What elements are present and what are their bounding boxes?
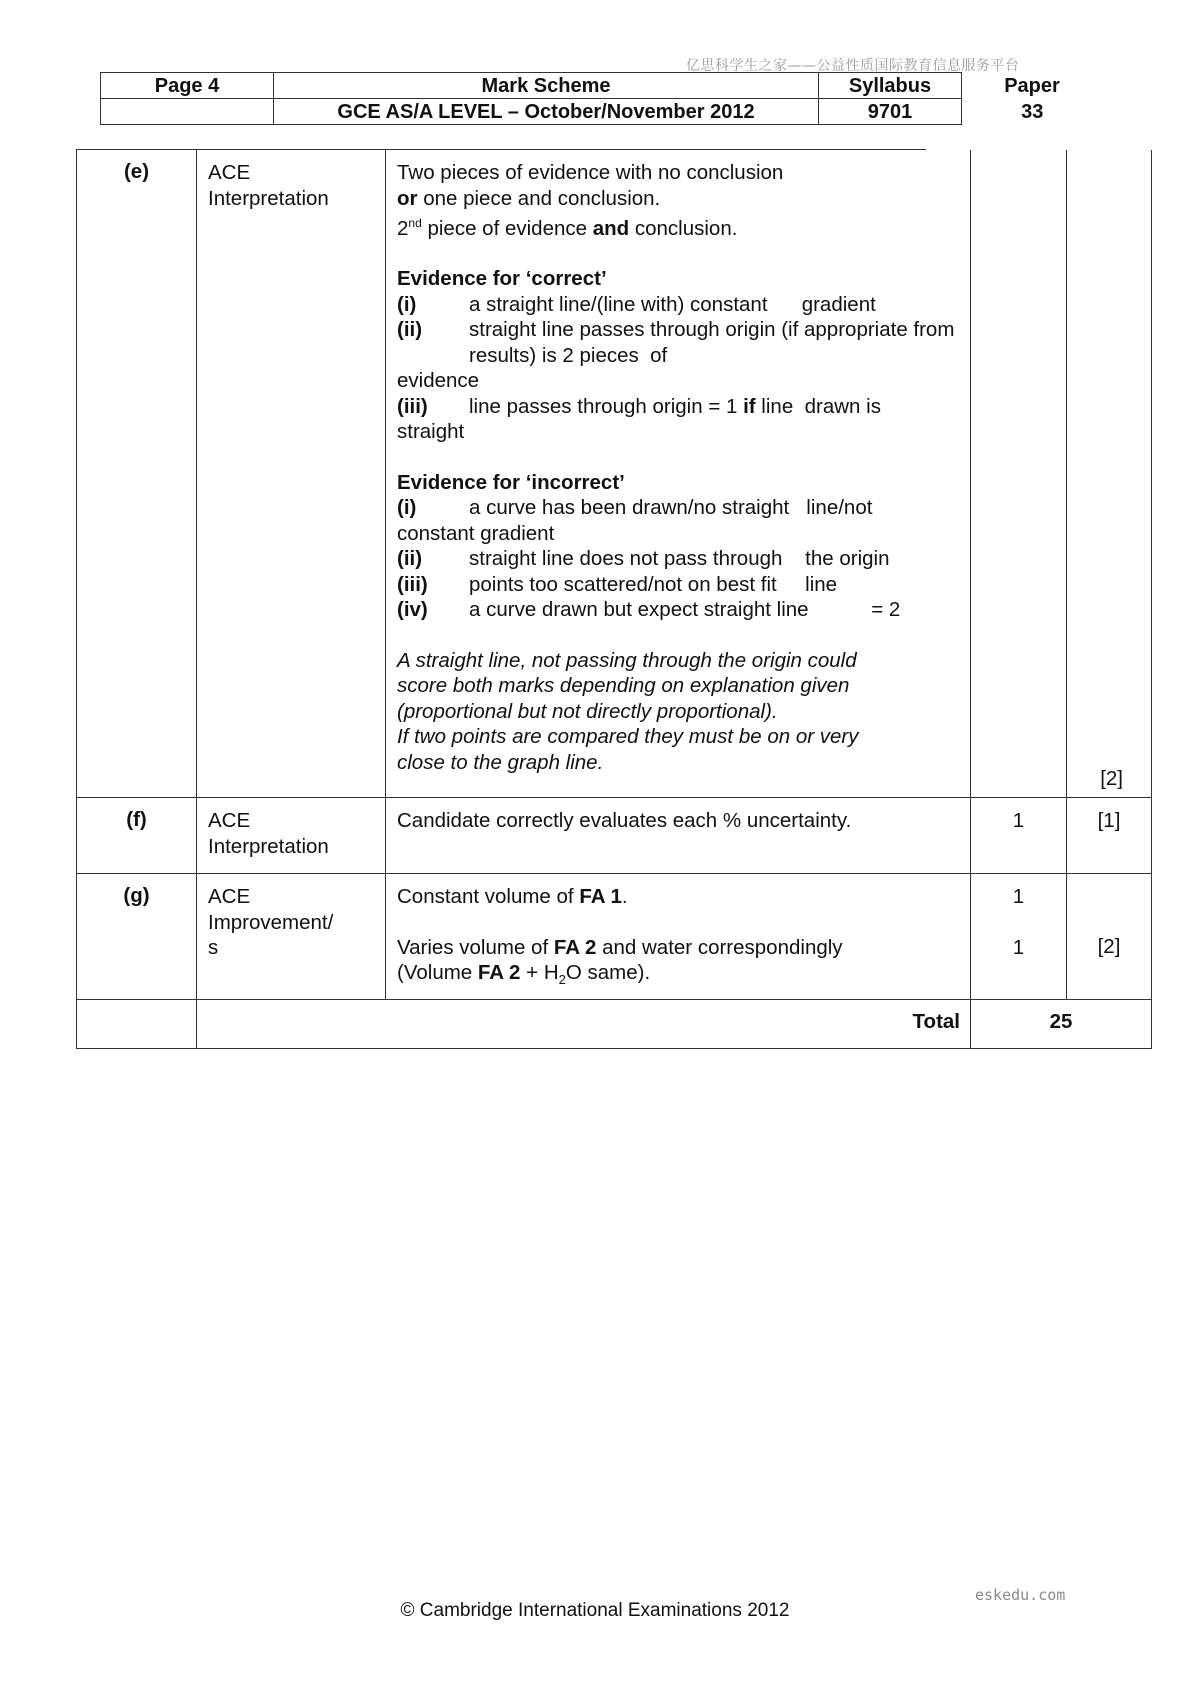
skill-line: Interpretation — [208, 834, 329, 858]
answer-cell — [386, 874, 971, 1000]
header-exam: GCE AS/A LEVEL – October/November 2012 — [274, 99, 819, 125]
answer-cell: Candidate correctly evaluates each % uncertainty. — [386, 798, 971, 874]
skill-line: ACE — [208, 809, 251, 832]
evidence-item: (ii) straight line passes through origin (if appropriate from results) is 2 pieces of — [397, 318, 961, 367]
answer-line: constant gradient — [397, 521, 555, 545]
answer-line: Two pieces of evidence with no conclusion — [397, 161, 784, 184]
row-total: [2] — [1100, 766, 1123, 790]
evidence-item: (iii) points too scattered/not on best fit line — [397, 572, 838, 596]
answer-line: straight — [397, 420, 465, 444]
watermark-top: 亿思科学生之家——公益性质国际教育信息服务平台 — [686, 58, 1020, 74]
table-row-f — [77, 798, 1152, 874]
total-label: Total — [197, 1000, 971, 1049]
skill-cell — [197, 150, 386, 798]
row-total: [2] — [1097, 935, 1121, 958]
table-row-total — [77, 1000, 1152, 1049]
skill-line: ACE — [208, 885, 251, 908]
part-label: (g) — [77, 874, 197, 1000]
answer-line: (Volume FA $2 + H_2O$ same). — [397, 961, 651, 988]
header-table — [100, 72, 1103, 125]
skill-line: ACE — [208, 161, 251, 184]
answer-line: evidence — [397, 369, 480, 393]
total-value: 25 — [971, 1000, 1152, 1049]
answer-line: Constant volume of FA 1. — [397, 885, 628, 908]
header-mark-scheme: Mark Scheme — [274, 73, 819, 99]
skill-line: s — [208, 936, 219, 959]
table-row-g — [77, 874, 1152, 1000]
header-blank — [101, 99, 274, 125]
answer-line: or one piece and conclusion. — [397, 186, 661, 210]
header-paper-label: Paper — [1004, 74, 1060, 97]
evidence-item: (iv) a curve drawn but expect straight line = 2 — [397, 598, 901, 622]
table-row-e — [77, 150, 1152, 798]
correct-heading: Evidence for ‘correct’ — [397, 267, 607, 291]
evidence-item: (ii) straight line does not pass through the origin — [397, 547, 890, 571]
skill-cell — [197, 874, 386, 1000]
total-cell — [1067, 874, 1152, 1000]
mark-cell: 1 — [971, 798, 1067, 874]
answer-line: 2nd piece of evidence and conclusion. — [397, 216, 738, 240]
mark-value: 1 — [1012, 885, 1025, 908]
watermark-bottom: eskedu.com — [975, 1586, 1066, 1604]
evidence-item: (i) a straight line/(line with) constant gradient — [397, 292, 876, 316]
note-line: A straight line, not passing through the origin could — [397, 648, 857, 672]
evidence-item: (iii) line passes through origin = 1 if line drawn is — [397, 394, 881, 418]
note-line: score both marks depending on explanation given — [397, 674, 850, 698]
mark-cell — [971, 874, 1067, 1000]
part-label: (f) — [77, 798, 197, 874]
answer-cell — [386, 150, 971, 798]
skill-cell — [197, 798, 386, 874]
total-blank — [77, 1000, 197, 1049]
total-cell: [1] — [1067, 798, 1152, 874]
header-syllabus: 9701 — [819, 99, 962, 125]
note-line: (proportional but not directly proportional). — [397, 699, 778, 723]
mark-scheme-table — [76, 150, 1152, 1049]
header-page: Page 4 — [101, 73, 274, 99]
header-paper: 33 — [1021, 100, 1044, 123]
mark-value: 1 — [1012, 935, 1025, 959]
note-line: close to the graph line. — [397, 750, 604, 774]
skill-line: Interpretation — [208, 186, 329, 210]
header-syllabus-label: Syllabus — [819, 73, 962, 99]
evidence-item: (i) a curve has been drawn/no straight line/not — [397, 496, 873, 520]
answer-line: Varies volume of FA 2 and water correspondingly — [397, 935, 843, 959]
total-cell — [1067, 150, 1152, 798]
part-label: (e) — [77, 150, 197, 798]
skill-line: Improvement/ — [208, 910, 334, 934]
incorrect-heading: Evidence for ‘incorrect’ — [397, 470, 625, 494]
note-line: If two points are compared they must be on or very — [397, 725, 859, 749]
footer-copyright: © Cambridge International Examinations 2012 — [400, 1600, 790, 1621]
mark-cell — [971, 150, 1067, 798]
